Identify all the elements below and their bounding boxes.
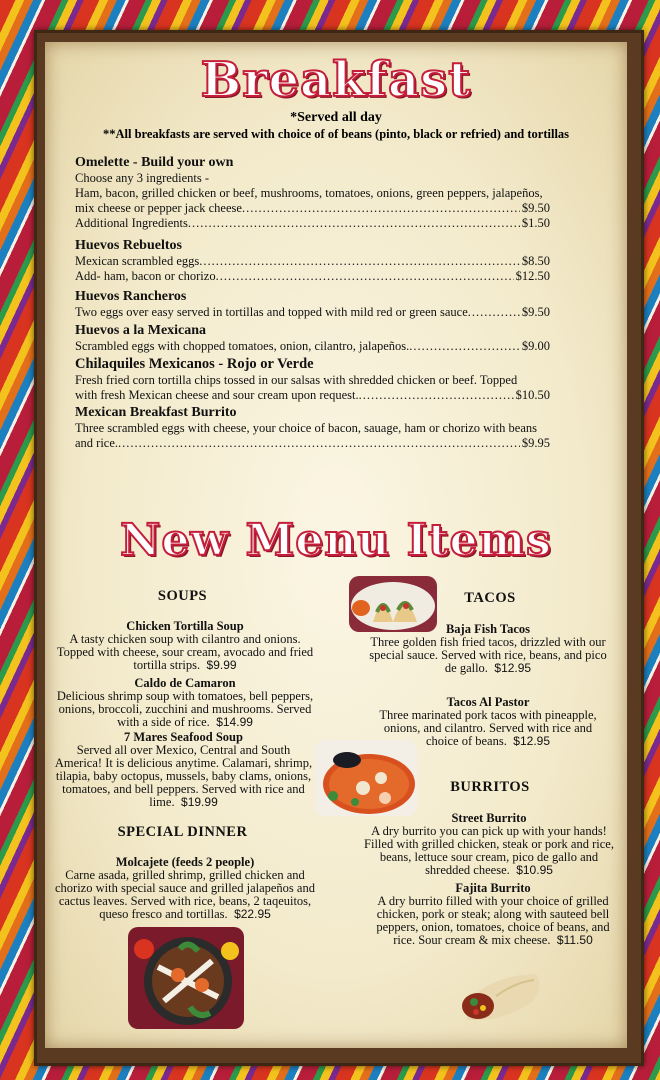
item-desc: Carne asada, grilled shrimp, grilled chicken and chorizo with special sauce and grilled jalapeños and cactus leaves. Served with rice, beans, 2 taqeuitos, queso fresco and tortillas. [55,868,315,921]
breakfast-item-chilaquiles [75,356,550,403]
item-name: Molcajete (feeds 2 people) [115,855,255,869]
item-name: Huevos Rancheros [75,289,187,304]
item-desc: Delicious shrimp soup with tomatoes, bell peppers, onions, broccoli, zucchini and mushrooms. Served with a side of rice. [56,689,314,729]
item-price: $12.50 [515,269,550,283]
item-name: Baja Fish Tacos [445,622,531,636]
leader-dots [118,436,520,451]
item-price: $12.95 [509,734,551,748]
item-price: $14.99 [212,715,253,729]
item-desc: Two eggs over easy served in tortillas and topped with mild red or green sauce [75,305,468,319]
breakfast-note-served-all-day: *Served all day [290,110,382,125]
item-price-line [75,305,550,320]
breakfast-item-huevos-mexicana [75,322,550,354]
fish-tacos-photo [349,576,437,632]
burritos-item-fajita [366,882,620,947]
item-price-line [75,436,550,451]
seafood-soup-photo [315,740,417,816]
item-extra-label: Additional Ingredients [75,216,188,230]
item-name: Chilaquiles Mexicanos - Rojo or Verde [75,356,314,372]
soup-item-chicken-tortilla [55,620,315,672]
item-desc: Choose any 3 ingredients - [75,171,210,185]
molcajete-photo [128,927,244,1029]
item-name: Huevos a la Mexicana [75,323,207,338]
breakfast-title: Breakfast [200,52,472,108]
item-price-line [75,216,550,231]
item-desc: Mexican scrambled eggs [75,254,200,268]
item-desc: Three marinated pork tacos with pineapple, onions, and cilantro. Served with rice and choice of beans. [379,708,597,748]
item-name: Fajita Burrito [455,881,531,895]
item-desc: Served all over Mexico, Central and South America! It is delicious anytime. Calamari, shrimp, tilapia, baby octopus, mussels, baby clams, onions, tomatoes, and bell peppers. Served with rice and lime. [54,743,313,809]
item-desc: Three scrambled eggs with cheese, your choice of bacon, sauage, ham or chorizo with beans [75,421,537,435]
item-name: Mexican Breakfast Burrito [75,405,237,420]
breakfast-item-huevos-rebueltos [75,237,550,284]
soup-item-7-mares [52,731,315,809]
breakfast-item-omelette [75,154,550,231]
item-price-line [75,339,550,354]
item-price: $22.95 [230,907,271,921]
breakfast-item-huevos-rancheros [75,288,550,320]
burrito-photo [456,966,546,1026]
item-name: Tacos Al Pastor [446,695,530,709]
leader-dots [409,339,520,354]
item-price: $10.50 [515,388,550,402]
item-price: $9.95 [521,436,550,450]
leader-dots [188,216,520,231]
item-price-line [75,388,550,403]
item-name: Omelette - Build your own [75,155,234,170]
leader-dots [199,254,520,269]
item-price-line [75,254,550,269]
item-price: $19.99 [177,795,218,809]
leader-dots [216,269,514,284]
item-desc: with fresh Mexican cheese and sour cream upon request. [75,388,359,402]
item-price: $1.50 [521,216,550,230]
breakfast-item-burrito [75,404,550,451]
item-price: $10.95 [512,863,553,877]
item-price: $9.99 [203,658,237,672]
item-price: $8.50 [521,254,550,268]
item-desc: A dry burrito you can pick up with your hands! Filled with grilled chicken, steak or pork and rice, beans, lettuce sour cream, pico de gallo and shredded cheese. [364,824,614,877]
item-desc: and rice. [75,436,119,450]
item-price: $12.95 [491,661,532,675]
item-desc: Three golden fish fried tacos, drizzled with our special sauce. Served with rice, beans, and pico de gallo. [369,635,607,675]
item-desc: Scrambled eggs with chopped tomatoes, onion, cilantro, jalapeños. [75,339,410,353]
leader-dots [468,305,520,320]
item-price: $9.50 [521,201,550,215]
leader-dots [242,201,520,216]
soup-item-caldo-de-camaron [55,677,315,729]
item-name: Street Burrito [451,811,527,825]
burritos-item-street [362,812,616,877]
item-desc: mix cheese or pepper jack cheese [75,201,242,215]
item-desc: A dry burrito filled with your choice of grilled chicken, pork or steak; along with sauteed bell peppers, onion, tomatoes, choice of beans, and rice. Sour cream & mix cheese. [376,894,610,947]
burritos-heading: BURRITOS [450,779,530,795]
item-price-line [75,269,550,284]
item-name: Chicken Tortilla Soup [126,619,244,633]
item-price: $11.50 [553,933,593,947]
special-dinner-heading: SPECIAL DINNER [117,824,248,840]
breakfast-note-beans: **All breakfasts are served with choice of of beans (pinto, black or refried) and tortillas [102,127,570,141]
item-desc: Add- ham, bacon or chorizo [75,269,216,283]
item-price: $9.50 [521,305,550,319]
item-name: 7 Mares Seafood Soup [124,730,243,744]
item-desc: Ham, bacon, grilled chicken or beef, mushrooms, tomatoes, onions, green peppers, jalapeños, [75,186,543,200]
item-desc: Fresh fried corn tortilla chips tossed in our salsas with shredded chicken or beef. Topped [75,373,518,387]
item-price: $9.00 [521,339,550,353]
item-desc: A tasty chicken soup with cilantro and onions. Topped with cheese, sour cream, avocado and fried tortilla strips. [56,632,314,672]
leader-dots [359,388,514,403]
item-name: Caldo de Camaron [134,676,236,690]
special-dinner-item-molcajete [55,856,315,921]
item-price-line [75,201,550,216]
new-menu-title: New Menu Items [120,515,552,566]
item-name: Huevos Rebueltos [75,238,182,253]
tacos-heading: TACOS [464,590,516,606]
soups-heading: SOUPS [157,588,208,604]
